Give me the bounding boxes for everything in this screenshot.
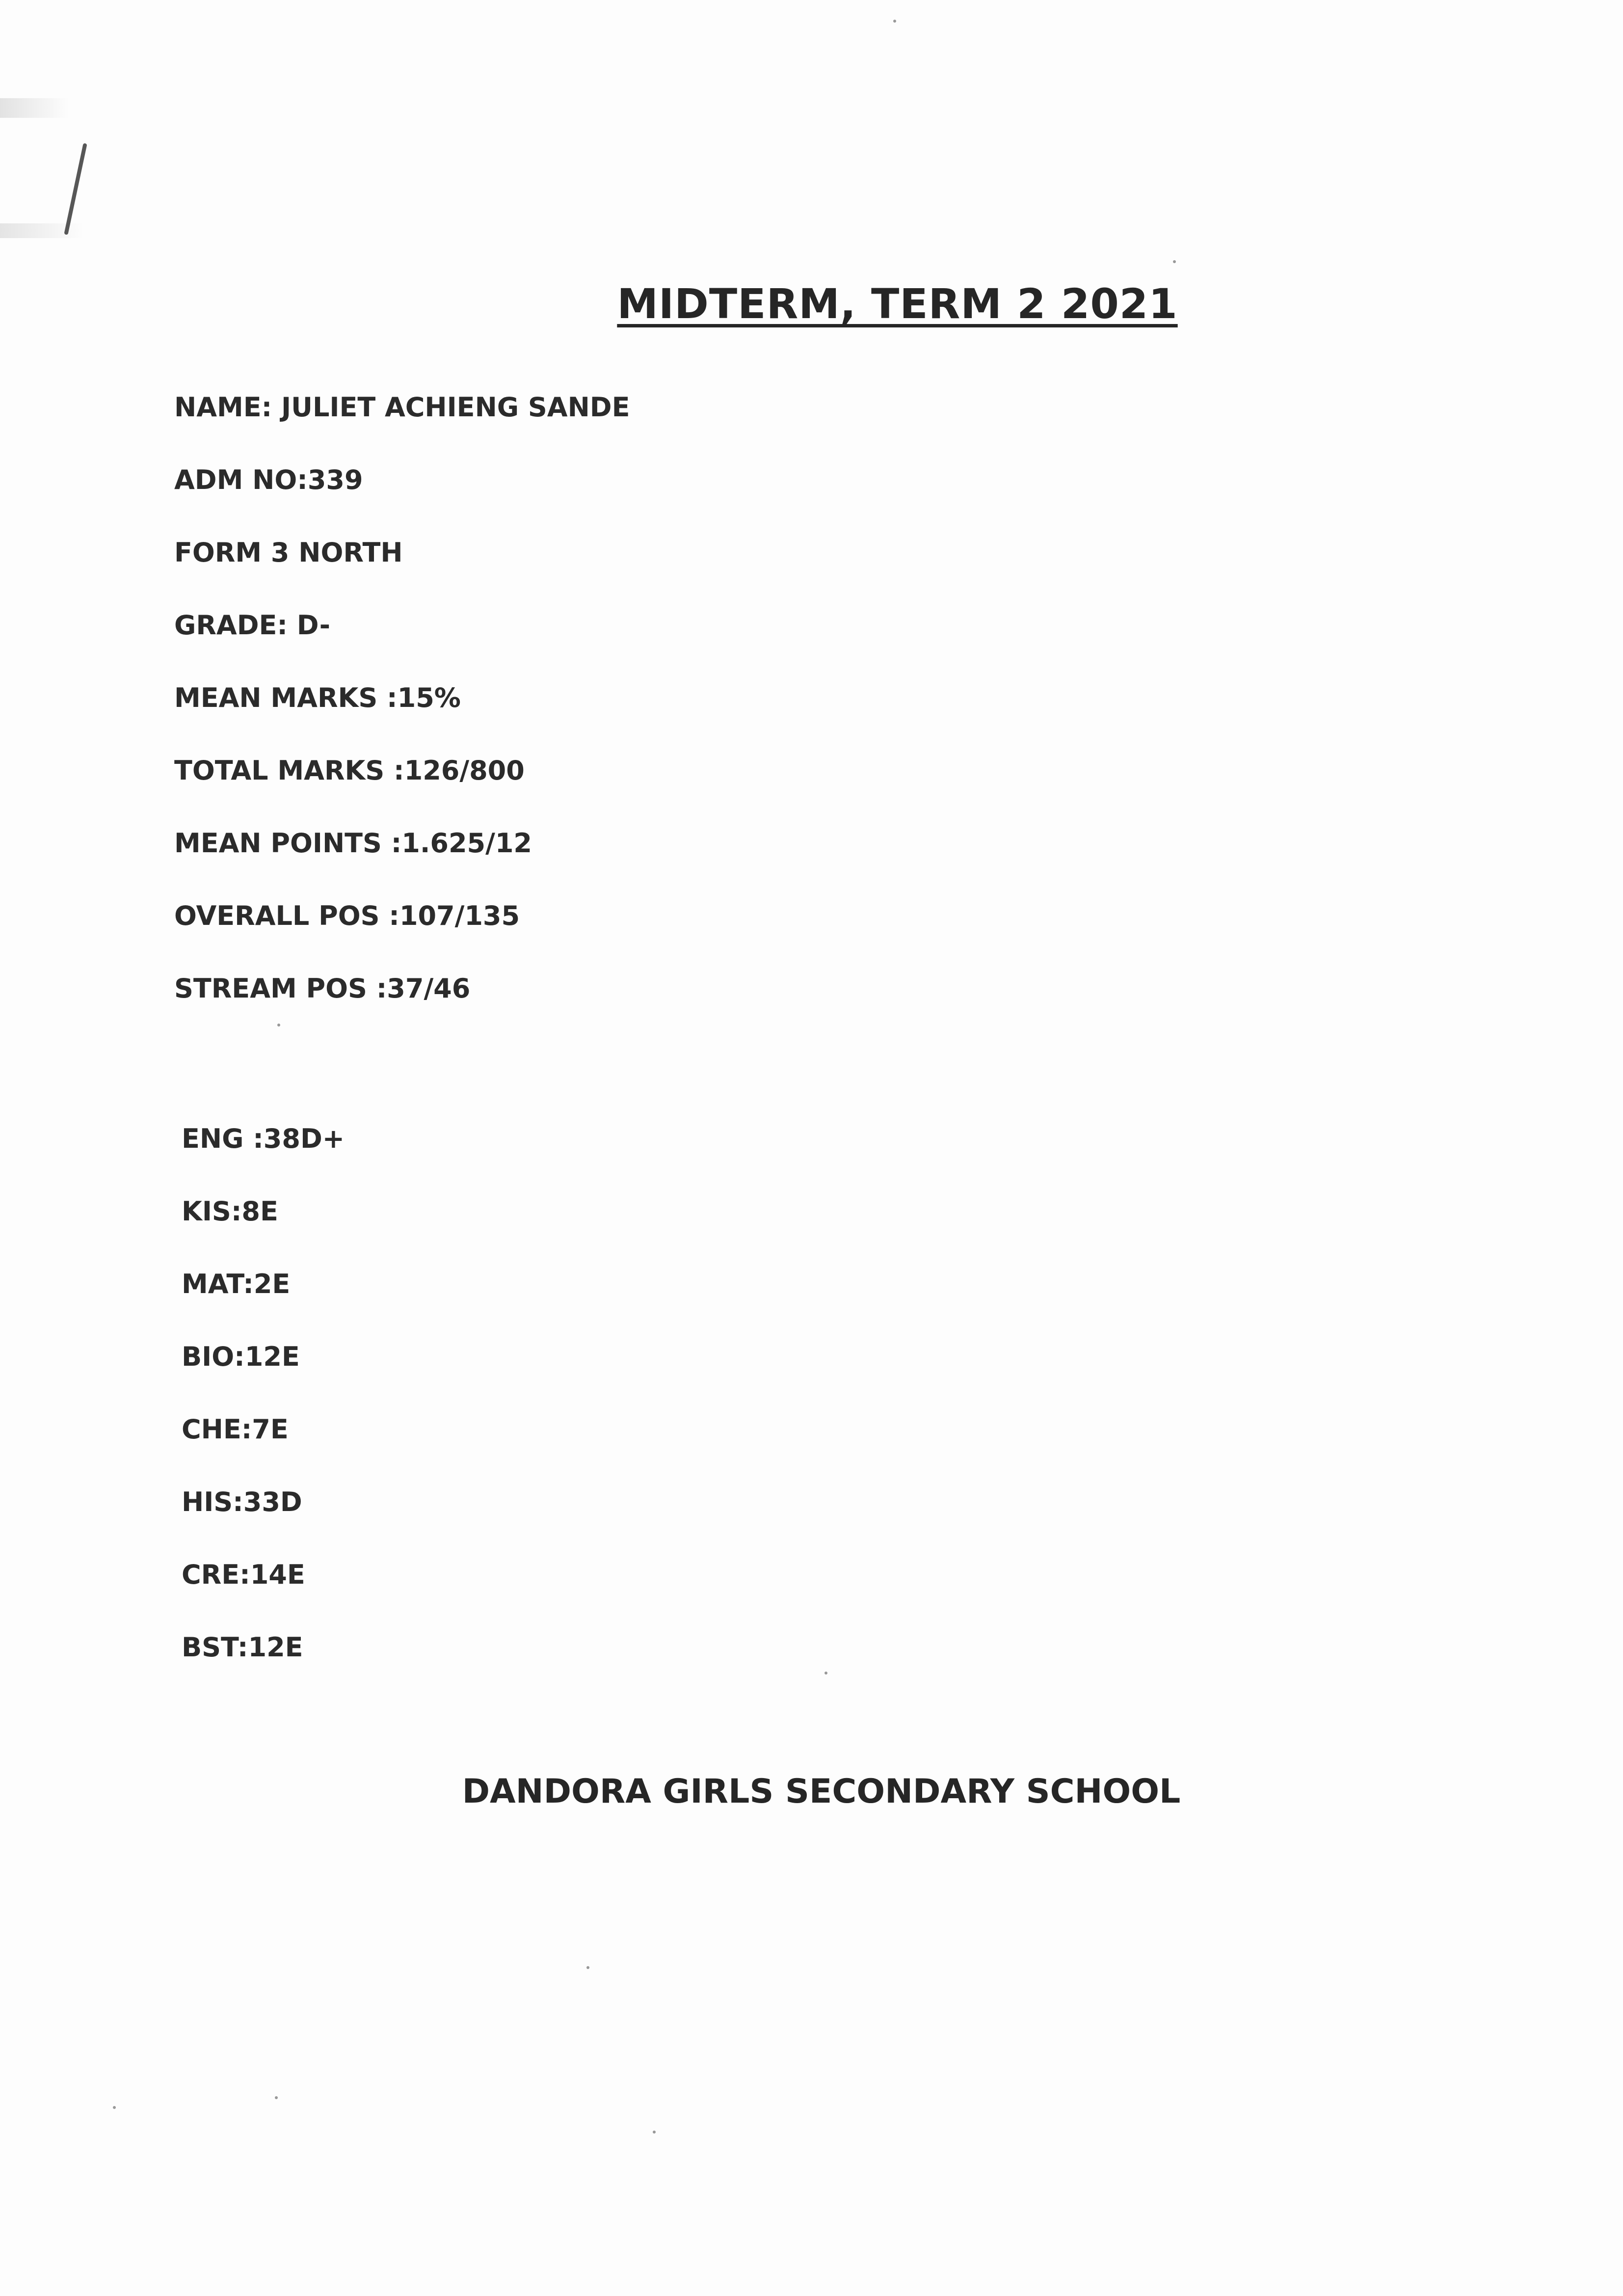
subject-history: HIS:33D xyxy=(182,1486,302,1517)
pen-mark xyxy=(64,143,87,235)
scan-speck xyxy=(653,2131,656,2134)
stream-position: STREAM POS :37/46 xyxy=(174,973,471,1004)
report-title xyxy=(0,280,1623,328)
scan-edge-artifact xyxy=(0,223,83,238)
subject-biology: BIO:12E xyxy=(182,1341,300,1372)
grade: GRADE: D- xyxy=(174,610,331,641)
scan-speck xyxy=(275,2096,278,2099)
admission-number: ADM NO:339 xyxy=(174,464,363,495)
mean-points: MEAN POINTS :1.625/12 xyxy=(174,828,532,859)
subject-business-studies: BST:12E xyxy=(182,1632,303,1663)
scan-speck xyxy=(825,1672,827,1675)
school-name-text: DANDORA GIRLS SECONDARY SCHOOL xyxy=(462,1772,1181,1811)
overall-position: OVERALL POS :107/135 xyxy=(174,900,520,931)
scan-speck xyxy=(113,2106,116,2109)
subject-chemistry: CHE:7E xyxy=(182,1414,289,1445)
scan-speck xyxy=(586,1966,589,1969)
scan-edge-artifact xyxy=(0,98,69,118)
school-name xyxy=(0,1772,1623,1811)
scan-speck xyxy=(893,20,896,23)
subject-mathematics: MAT:2E xyxy=(182,1269,291,1299)
subject-kiswahili: KIS:8E xyxy=(182,1196,278,1227)
scan-speck xyxy=(1173,260,1176,263)
student-info-list xyxy=(174,393,630,1047)
mean-marks: MEAN MARKS :15% xyxy=(174,682,461,713)
report-title-text: MIDTERM, TERM 2 2021 xyxy=(617,280,1178,328)
student-name: NAME: JULIET ACHIENG SANDE xyxy=(174,392,630,423)
subject-english: ENG :38D+ xyxy=(182,1123,345,1154)
total-marks: TOTAL MARKS :126/800 xyxy=(174,755,525,786)
form-stream: FORM 3 NORTH xyxy=(174,537,403,568)
subject-scores-list xyxy=(182,1124,345,1705)
subject-cre: CRE:14E xyxy=(182,1559,305,1590)
